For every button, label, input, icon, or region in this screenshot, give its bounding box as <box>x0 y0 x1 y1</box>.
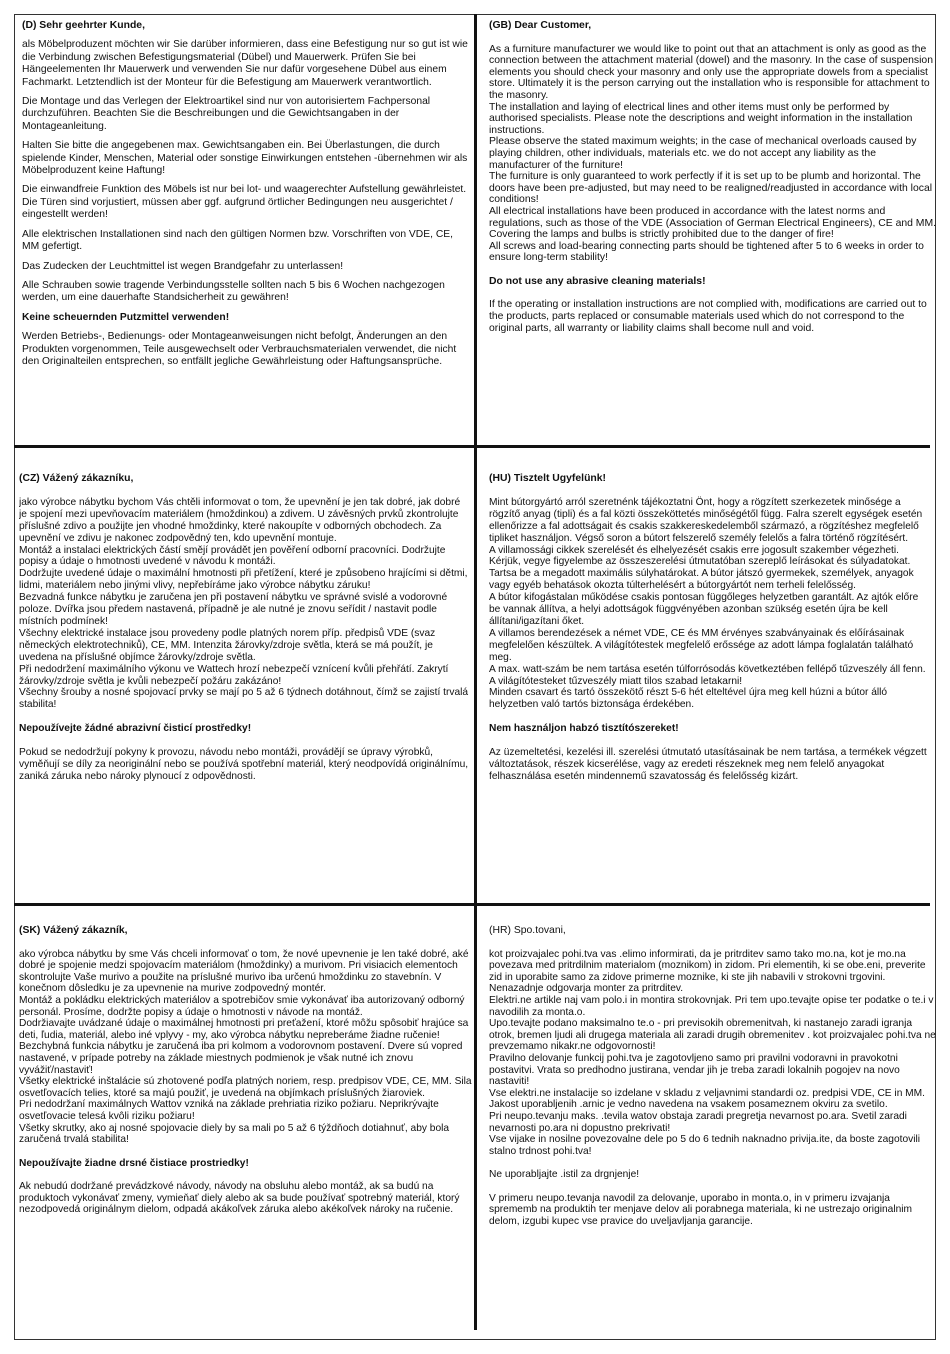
section-title: (CZ) Vážený zákazníku, <box>19 473 134 484</box>
paragraph-norms: Všetky elektrické inštalácie sú zhotovené podľa platných noriem, resp. predpisov VDE, CE, MM. Sila osvetľovacích telies, ktoré sa majú použiť, je uvedená na objímkach príslušných žiaroviek. <box>19 1076 472 1099</box>
cleaning-warning: Nepoužívejte žádné abrazivní čisticí prostředky! <box>19 723 252 735</box>
cleaning-warning: Ne uporabljajte .istil za drgnjenje! <box>489 1169 640 1181</box>
horizontal-divider-bottom <box>14 903 930 906</box>
paragraph-electrical: The installation and laying of electrical lines and other items must only be performed by authorised specialists. Please note the descriptions and weight information in the installation instructions. <box>489 101 913 136</box>
section-english <box>489 20 939 334</box>
paragraph-alignment: Pravilno delovanje funkcij pohi.tva je zagotovljeno samo pri pravilni vodoravni in pravokotni postavitvi. Vrata so predhodno justirana, vendar jih je treba zaradi lokalnih pogojev na novo nastaviti! <box>489 1052 900 1088</box>
paragraph-norms: Vse elektri.ne instalacije so izdelane v skladu z veljavnimi standardi oz. predpisi VDE, CE in MM. Jakost uporabljenih .arnic je vedno navedena na vsakem posameznem okviru za svetilo. <box>489 1087 925 1111</box>
paragraph-screws: Všechny šrouby a nosné spojovací prvky se mají po 5 až 6 týdnech dotáhnout, čímž se zajistí trvalá stabilita! <box>19 687 469 711</box>
paragraph-norms: All electrical installations have been produced in accordance with the latest norms and regulations, such as those of the VDE (Association of German Electrical Engineers), CE and MM. <box>489 205 937 229</box>
paragraph-fixing: As a furniture manufacturer we would like to point out that an attachment is only as good as the connection between the attachment material (dowel) and the masonry. In the case of suspension elements you should check your masonry and only use the appropriate dowels from a specialist store. Ultimately it is the person carrying out the installation who is responsible for attachment to the masonry. <box>489 43 933 101</box>
paragraph-electrical: Die Montage und das Verlegen der Elektroartikel sind nur von autorisiertem Fachpersonal durchzuführen. Beachten Sie die Beschreibungen und die Gewichtsangaben in der Montageanleitung. <box>22 96 431 132</box>
section-title: (HU) Tisztelt Ügyfelünk! <box>489 473 606 484</box>
paragraph-alignment: Bezvadná funkce nábytku je zaručena jen při postavení nábytku ve správné svislé a vodorovné poloze. Dvířka jsou předem nastavená, případně je ale nutné je znovu seřídit / nastavit podle místních podmínek! <box>19 592 448 627</box>
paragraph-lamps: Pri neupo.tevanju maks. .tevila watov obstaja zaradi pregretja nevarnost po.ara. Svetil zaradi nevarnosti po.ara ni dopustno prekrivati! <box>489 1110 907 1134</box>
paragraph-weights: Halten Sie bitte die angegebenen max. Gewichtsangaben ein. Bei Überlastungen, die durch spielende Kinder, Menschen, Material oder sonstige Einwirkungen entstehen -übernehmen wir als Möbelproduzent keine Haftung! <box>22 140 468 177</box>
section-hungarian <box>489 473 929 783</box>
paragraph-norms: A villamos berendezések a német VDE, CE és MM érvényes szabványainak és előírásainak megfelelően készültek. A világítótestek megfelelő erőssége az adott lámpa foglalatán található meg. <box>489 627 914 663</box>
paragraph-alignment: Bezchybná funkcia nábytku je zaručená iba pri kolmom a vodorovnom postavení. Dvere sú vopred nastavené, v prípade potreby na základe miestnych podmienok je však nutné ich znovu vyvážiť/nastaviť! <box>19 1041 463 1076</box>
paragraph-norms: Alle elektrischen Installationen sind nach den gültigen Normen bzw. Vorschriften von VDE, CE, MM gefertigt. <box>22 228 453 253</box>
section-german <box>22 20 468 375</box>
paragraph-electrical: Elektri.ne artikle naj vam polo.i in montira strokovnjak. Pri tem upo.tevajte opise ter podatke o te.i v navodilih za monta.o. <box>489 994 934 1018</box>
paragraph-lamps: Při nedodržení maximálního výkonu ve Wattech hrozí nebezpečí vznícení kvůli přehřátí. Zakrytí žárovky/zdroje světla je kvůli nebezpečí požáru zakázáno! <box>19 663 449 687</box>
paragraph-fixing: Mint bútorgyártó arról szeretnénk tájékoztatni Önt, hogy a rögzített szerkezetek minősége a rögzítő anyag (tipli) és a fal közti összeköttetés minőségétől függ. Falra szerelt egységek esetén ellenőrizze a fal adottságait és csakis szakkereskedelemből származó, a rögzítéshez megfelelő tipliket használjon. Végső soron a bútort felszerelő személy felelős a falra történő rögzítésért. <box>489 496 923 544</box>
paragraph-warranty: Az üzemeltetési, kezelési ill. szerelési útmutató utasításainak be nem tartása, a termékek végzett változtatások, részek kicserélése, vagy az eredeti részeknek meg nem felelő anyagokat felhasználása esetén mindennemű szavatosság és felelősség kizárt. <box>489 747 927 782</box>
paragraph-fixing: kot proizvajalec pohi.tva vas .elimo informirati, da je pritrditev samo tako mo.na, kot je mo.na povezava med pritrdilnim materialom (moznikom) in zidom. Pri elementih, ki se obe.eni, preverite zid in uporabite samo za zidove primerne moznike, ki ste jih nabavili v strokovni trgovini. Nenazadnje odgovarja monter za pritrditev. <box>489 948 926 995</box>
paragraph-norms: Všechny elektrické instalace jsou provedeny podle platných norem příp. předpisů VDE (svaz německých elektrotechniků), CE, MM. Intenzita žárovky/zdroje světla, která se má použít, je uvedena na příslušné objímce žárovky/zdroje světla. <box>19 627 436 663</box>
paragraph-weights: Dodržiavajte uvádzané údaje o maximálnej hmotnosti pri preťažení, ktoré môžu spôsobiť hrajúce sa deti, ľudia, materiál, alebo iné vplyvy - my, ako výrobca nábytku nepreberáme žiadne ručenie! <box>19 1018 469 1041</box>
paragraph-screws: Alle Schrauben sowie tragende Verbindungsstelle sollten nach 5 bis 6 Wochen nachgezogen werden, um eine dauerhafte Standsicherheit zu gewähren! <box>22 279 445 304</box>
section-croatian <box>489 925 939 1228</box>
cleaning-warning: Keine scheuernden Putzmittel verwenden! <box>22 311 230 323</box>
paragraph-alignment: The furniture is only guaranteed to work perfectly if it is set up to be plumb and horizontal. The doors have been pre-adjusted, but may need to be realigned/readjusted in accordance with local conditions! <box>489 171 933 206</box>
paragraph-lamps: Covering the lamps and bulbs is strictly prohibited due to the danger of fire! <box>489 229 834 241</box>
paragraph-warranty: If the operating or installation instructions are not complied with, modifications are carried out to the products, parts replaced or consumable materials used which do not correspond to the original parts, all warranty or liability claims shall become null and void. <box>489 299 927 334</box>
paragraph-lamps: Das Zudecken der Leuchtmittel ist wegen Brandgefahr zu unterlassen! <box>22 260 344 272</box>
horizontal-divider-top <box>14 445 930 448</box>
paragraph-weights: Tartsa be a megadott maximális súlyhatárokat. A bútor játszó gyermekek, személyek, anyagok vagy egyéb behatások okozta túlterhelésért a bútorgyártót nem terheli felelősség. <box>489 568 914 592</box>
cleaning-warning: Nepoužívajte žiadne drsné čistiace prostriedky! <box>19 1157 249 1169</box>
paragraph-lamps: Pri nedodržaní maximálnych Wattov vzniká na základe prehriatia riziko požiaru. Neprikrývajte osvetľovacie telesá kvôli riziku požiaru! <box>19 1099 439 1122</box>
paragraph-warranty: V primeru neupo.tevanja navodil za delovanje, uporabo in monta.o, in v primeru izvajanja sprememb na produktih ter menjave delov ali porabnega materiala, ki ne ustrezajo originalnim delom, izgubi kupec vse pravice do uveljavljanja garancije. <box>489 1192 913 1228</box>
paragraph-warranty: Ak nebudú dodržané prevádzkové návody, návody na obsluhu alebo montáž, ak sa budú na produktoch vykonávať zmeny, vymieňať diely alebo ak sa bude používať spotrebný materiál, ktorý nezodpovedá originálnym dielom, odpadá akákoľvek záruka alebo akékoľvek nároky na ručenie. <box>19 1181 460 1216</box>
section-title: (D) Sehr geehrter Kunde, <box>22 20 145 31</box>
section-title: (HR) Spo.tovani, <box>489 925 566 936</box>
paragraph-electrical: Montáž a pokládku elektrických materiálov a spotrebičov smie vykonávať iba autorizovaný odborný personál. Prosíme, dodržte popisy a údaje o hmotnosti v návode na montáž. <box>19 994 465 1018</box>
paragraph-weights: Please observe the stated maximum weights; in the case of mechanical overloads caused by playing children, other individuals, materials etc. we do not accept any liability as the manufacturer of the furniture! <box>489 136 917 171</box>
paragraph-alignment: Die einwandfreie Funktion des Möbels ist nur bei lot- und waagerechter Aufstellung gewährleistet. Die Türen sind vorjustiert, müssen aber ggf. aufgrund örtlicher Bedingungen neu ausgerichtet / eingestellt werden! <box>22 184 467 221</box>
cleaning-warning: Do not use any abrasive cleaning materials! <box>489 275 706 287</box>
paragraph-electrical: A villamossági cikkek szerelését és elhelyezését csakis erre jogosult szakember végezheti. Kérjük, vegye figyelembe az összeszerelési útmutatóban szereplő leírásokat és súlyadatokat. <box>489 544 911 568</box>
paragraph-lamps: A max. watt-szám be nem tartása esetén túlforrósodás következtében fellépő tűzveszély áll fenn. A világítótesteket tűzveszély miatt tilos szabad letakarni! <box>489 663 926 687</box>
section-czech <box>19 473 469 783</box>
paragraph-fixing: jako výrobce nábytku bychom Vás chtěli informovat o tom, že upevnění je jen tak dobré, jak dobré je spojení mezi upevňovacím materiálem (hmoždinkou) a zdivem. U závěsných prvků zkontrolujte příslušné zdivo a použijte jen vhodné hmoždinky, které nakoupíte v odborných obchodech. Za upevnění ve zdivu je nakonec zodpovědný ten, kdo upevnění montuje. <box>19 496 461 544</box>
paragraph-screws: All screws and load-bearing connecting parts should be tightened after 5 to 6 weeks in order to ensure long-term stability! <box>489 240 924 264</box>
paragraph-weights: Dodržujte uvedené údaje o maximální hmotnosti při přetížení, které je způsobeno hrajícími si dětmi, lidmi, materiálem nebo jinými vlivy, nepřebíráme jako výrobce nábytku záruku! <box>19 568 468 592</box>
paragraph-warranty: Werden Betriebs-, Bedienungs- oder Montageanweisungen nicht befolgt, Änderungen an den Produkten vorgenommen, Teile ausgewechselt oder Verbrauchsmaterialen verwendet, die nicht den Originalteilen entsprechen, so entfällt jegliche Gewährleistung oder Haftungsansprüche. <box>22 331 457 367</box>
cleaning-warning: Nem használjon habzó tisztítószereket! <box>489 723 679 735</box>
paragraph-alignment: A bútor kifogástalan működése csakis pontosan függőleges helyzetben garantált. Az ajtók előre be vannak állítva, a helyi adottságok függvényében azonban szükség esetén újra be kell állítani/igazítani őket. <box>489 592 919 627</box>
paragraph-screws: Všetky skrutky, ako aj nosné spojovacie diely by sa mali po 5 až 6 týždňoch dotiahnuť, aby bola zaručená trvalá stabilita! <box>19 1122 450 1146</box>
paragraph-fixing: als Möbelproduzent möchten wir Sie darüber informieren, dass eine Befestigung nur so gut ist wie die Verbindung zwischen Befestigungsmaterial (Dübel) und Mauerwerk. Prüfen Sie bei Hängeelementen Ihr Mauerwerk und verwenden Sie nur dafür vorgesehene Dübel aus einem Fachmarkt. Letztendlich ist der Monteur für die Befestigung am Mauerwerk verantwortlich. <box>22 39 468 88</box>
paragraph-screws: Minden csavart és tartó összekötő részt 5-6 hét elteltével újra meg kell húzni a bútor álló helyzetben való tartós biztonsága érdekében. <box>489 687 888 711</box>
section-title: (SK) Vážený zákazník, <box>19 925 128 936</box>
paragraph-fixing: ako výrobca nábytku by sme Vás chceli informovať o tom, že nové upevnenie je len také dobré, aké dobré je spojenie medzi spojovacím materiálom (hmoždinky) a murivom. Pri visiacich elementoch skontrolujte Vaše murivo a použite na príslušné murivo iba určenú hmoždinku zo stavebnín. V konečnom dôsledku je za upevnenie na murive zodpovedný montér. <box>19 948 469 995</box>
paragraph-warranty: Pokud se nedodržují pokyny k provozu, návodu nebo montáži, provádějí se úpravy výrobků, vyměňují se díly za neoriginální nebo se používá spotřební materiál, který neodpovídá originálnímu, zaniká záruka nebo nároky plynoucí z odpovědnosti. <box>19 747 469 782</box>
paragraph-screws: Vse vijake in nosilne povezovalne dele po 5 do 6 tednih naknadno privija.ite, da boste zagotovili stalno trdnost pohi.tva! <box>489 1134 920 1157</box>
section-title: (GB) Dear Customer, <box>489 20 592 31</box>
paragraph-weights: Upo.tevajte podano maksimalno te.o - pri previsokih obremenitvah, ki nastanejo zaradi igranja otrok, bremen ljudi ali drugega materiala ali zaradi drugih obremenitev . kot proizvajalec pohi.tva ne prevzemamo nikakr.ne odgovornosti! <box>489 1018 936 1053</box>
section-slovak <box>19 925 475 1216</box>
paragraph-electrical: Montáž a instalaci elektrických částí smějí provádět jen pověření odborní pracovníci. Dodržujte popisy a údaje o hmotnosti uvedené v návodu k montáži. <box>19 544 446 568</box>
